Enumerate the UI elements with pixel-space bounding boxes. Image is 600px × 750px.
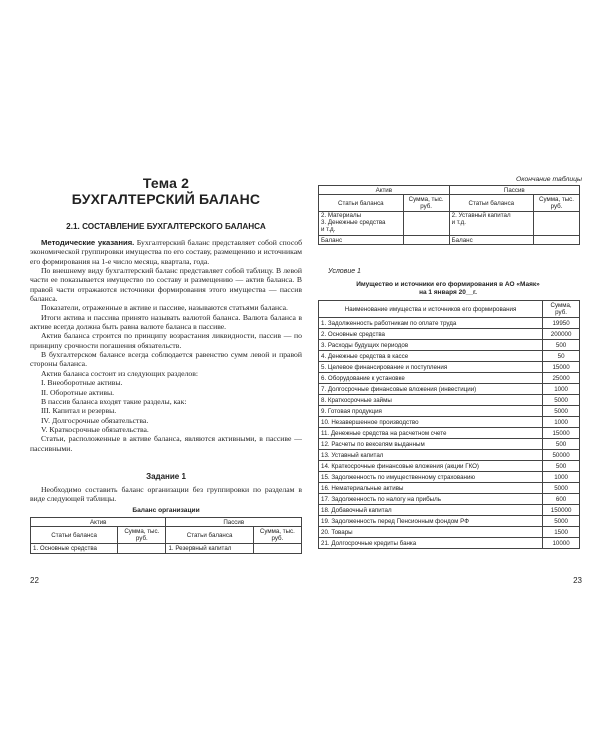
paragraph: Актив баланса состоит из следующих разделов:: [41, 368, 199, 378]
table-row: [319, 527, 580, 538]
list-item: V. Краткосрочные обязательства.: [41, 424, 149, 434]
row-sum: 25000: [543, 373, 580, 384]
row-name: 10. Незавершенное производство: [319, 417, 543, 428]
table-row: [319, 494, 580, 505]
table-cell: [118, 544, 166, 554]
row-sum: 5000: [543, 395, 580, 406]
table-row: [319, 428, 580, 439]
row-sum: 5000: [543, 483, 580, 494]
row-sum: 5000: [543, 406, 580, 417]
table-cell: [403, 212, 449, 236]
row-sum: 50000: [543, 450, 580, 461]
row-sum: 19950: [543, 318, 580, 329]
header-summa: Сумма, тыс. руб.: [253, 527, 301, 544]
row-name: 3. Расходы будущих периодов: [319, 340, 543, 351]
row-sum: 200000: [543, 329, 580, 340]
row-name: 1. Задолженность работникам по оплате труда: [319, 318, 543, 329]
topic-label: Тема 2: [142, 175, 190, 191]
page-number: 22: [30, 576, 39, 585]
table-row: [319, 362, 580, 373]
list-item: III. Капитал и резервы.: [41, 406, 117, 416]
row-sum: 500: [543, 439, 580, 450]
row-sum: 15000: [543, 428, 580, 439]
row-name: 20. Товары: [319, 527, 543, 538]
table-row: [319, 505, 580, 516]
method-lead: Методические указания.: [41, 238, 135, 247]
table-row: [319, 450, 580, 461]
condition-table: [318, 300, 580, 549]
header-summa: Сумма, тыс. руб.: [533, 195, 579, 212]
paragraph: Статьи, расположенные в активе баланса, являются активными, в пассиве — пассивными.: [30, 434, 302, 453]
topic-heading: [30, 175, 302, 207]
header-aktiv: Актив: [31, 518, 166, 527]
row-name: 7. Долгосрочные финансовые вложения (инвестиции): [319, 384, 543, 395]
row-name: 9. Готовая продукция: [319, 406, 543, 417]
table-row: [319, 472, 580, 483]
row-sum: 500: [543, 461, 580, 472]
table-cell: Баланс: [449, 236, 533, 245]
table-cell: 1. Основные средства: [31, 544, 118, 554]
table-row: [319, 516, 580, 527]
table-row: [319, 395, 580, 406]
row-sum: 1000: [543, 417, 580, 428]
paragraph: В пассив баланса входят такие разделы, как:: [41, 396, 187, 406]
row-name: 19. Задолженность перед Пенсионным фондом РФ: [319, 516, 543, 527]
header-passiv: Пассив: [449, 186, 579, 195]
table-cell: [533, 212, 579, 236]
table-row: [319, 384, 580, 395]
row-name: 16. Нематериальные активы: [319, 483, 543, 494]
table-cell: [533, 236, 579, 245]
header-stati: Статьи баланса: [166, 527, 253, 544]
table-row: [319, 373, 580, 384]
table-row: [319, 417, 580, 428]
header-aktiv: Актив: [319, 186, 450, 195]
table-continuation-label: Окончание таблицы: [515, 176, 582, 183]
row-name: 4. Денежные средства в кассе: [319, 351, 543, 362]
row-name: 6. Оборудование к установке: [319, 373, 543, 384]
paragraph: Итоги актива и пассива принято называть валютой баланса. Валюта баланса в активе всегда должна быть равна валюте баланса в пассиве.: [30, 312, 302, 332]
method-text: Бухгалтерский баланс представляет собой способ экономической группировки имущества по его составу, размещению и источникам его формирования на 1-е число месяца, квартала, года.: [30, 238, 302, 266]
list-item: IV. Долгосрочные обязательства.: [41, 415, 149, 425]
row-sum: 50: [543, 351, 580, 362]
row-name: 13. Уставный капитал: [319, 450, 543, 461]
header-name: Наименование имущества и источников его формирования: [319, 301, 543, 318]
page-number: 23: [573, 576, 582, 585]
condition-caption: [314, 281, 582, 297]
table-row: [319, 538, 580, 549]
row-sum: 1000: [543, 472, 580, 483]
header-summa: Сумма, тыс. руб.: [403, 195, 449, 212]
paragraph: В бухгалтерском балансе всегда соблюдается равенство сумм левой и правой стороны баланса.: [30, 350, 302, 369]
row-name: 5. Целевое финансирование и поступления: [319, 362, 543, 373]
caption-line: Имущество и источники его формирования в АО «Маяк»: [356, 281, 540, 288]
row-name: 12. Расчеты по векселям выданным: [319, 439, 543, 450]
task-title: Задание 1: [146, 472, 186, 481]
body-text: [30, 238, 302, 453]
row-sum: 15000: [543, 362, 580, 373]
row-sum: 5000: [543, 516, 580, 527]
topic-title: БУХГАЛТЕРСКИЙ БАЛАНС: [71, 191, 261, 207]
caption-line: на 1 января 20__г.: [419, 289, 477, 296]
table-row: [319, 461, 580, 472]
header-passiv: Пассив: [166, 518, 302, 527]
row-name: 14. Краткосрочные финансовые вложения (акции ГКО): [319, 461, 543, 472]
row-sum: 600: [543, 494, 580, 505]
row-name: 21. Долгосрочные кредиты банка: [319, 538, 543, 549]
table-cell: Баланс: [319, 236, 404, 245]
paragraph-method: [30, 238, 302, 266]
task-text: Необходимо составить баланс организации без группировки по разделам в виде следующей таблицы.: [30, 485, 302, 504]
table-cell: 2. Материалы 3. Денежные средства и т.д.: [319, 212, 404, 236]
table-cell: [403, 236, 449, 245]
row-sum: 150000: [543, 505, 580, 516]
table-cell: 2. Уставный капитал и т.д.: [449, 212, 533, 236]
header-stati: Статьи баланса: [31, 527, 118, 544]
paragraph: Актив баланса строится по принципу возрастания ликвидности, пассив — по принципу срочности погашения обязательств.: [30, 331, 302, 350]
table-row: [319, 318, 580, 329]
header-stati: Статьи баланса: [449, 195, 533, 212]
row-sum: 10000: [543, 538, 580, 549]
table-row: [319, 439, 580, 450]
row-name: 18. Добавочный капитал: [319, 505, 543, 516]
row-name: 2. Основные средства: [319, 329, 543, 340]
condition-label: Условие 1: [328, 268, 361, 275]
table-cell: 1. Резервный капитал: [166, 544, 253, 554]
header-sum: Сумма, руб.: [543, 301, 580, 318]
row-name: 17. Задолженность по налогу на прибыль: [319, 494, 543, 505]
row-sum: 1500: [543, 527, 580, 538]
table-row: [319, 406, 580, 417]
row-sum: 1000: [543, 384, 580, 395]
header-summa: Сумма, тыс. руб.: [118, 527, 166, 544]
list-item: II. Оборотные активы.: [41, 387, 115, 397]
left-page: [30, 0, 302, 750]
table-row: [319, 329, 580, 340]
right-page: [314, 0, 582, 750]
balance-table: [30, 517, 302, 554]
row-name: 11. Денежные средства на расчетном счете: [319, 428, 543, 439]
table-row: [319, 351, 580, 362]
table-row: [319, 483, 580, 494]
balance-table-end: [318, 185, 580, 245]
table-caption: Баланс организации: [132, 507, 200, 514]
list-item: I. Внеоборотные активы.: [41, 378, 123, 388]
header-stati: Статьи баланса: [319, 195, 404, 212]
paragraph: Показатели, отраженные в активе и пассиве, называются статьями баланса.: [41, 303, 288, 313]
row-name: 8. Краткосрочные займы: [319, 395, 543, 406]
section-title: 2.1. СОСТАВЛЕНИЕ БУХГАЛТЕРСКОГО БАЛАНСА: [66, 222, 266, 231]
row-name: 15. Задолженность по имущественному страхованию: [319, 472, 543, 483]
row-sum: 500: [543, 340, 580, 351]
table-cell: [253, 544, 301, 554]
table-row: [319, 340, 580, 351]
paragraph: По внешнему виду бухгалтерский баланс представляет собой таблицу. В левой части ее показывается имущество по составу и размещению — актив баланса. В правой части отражаются источники формирования этого имущества — пассив баланса.: [30, 266, 302, 304]
